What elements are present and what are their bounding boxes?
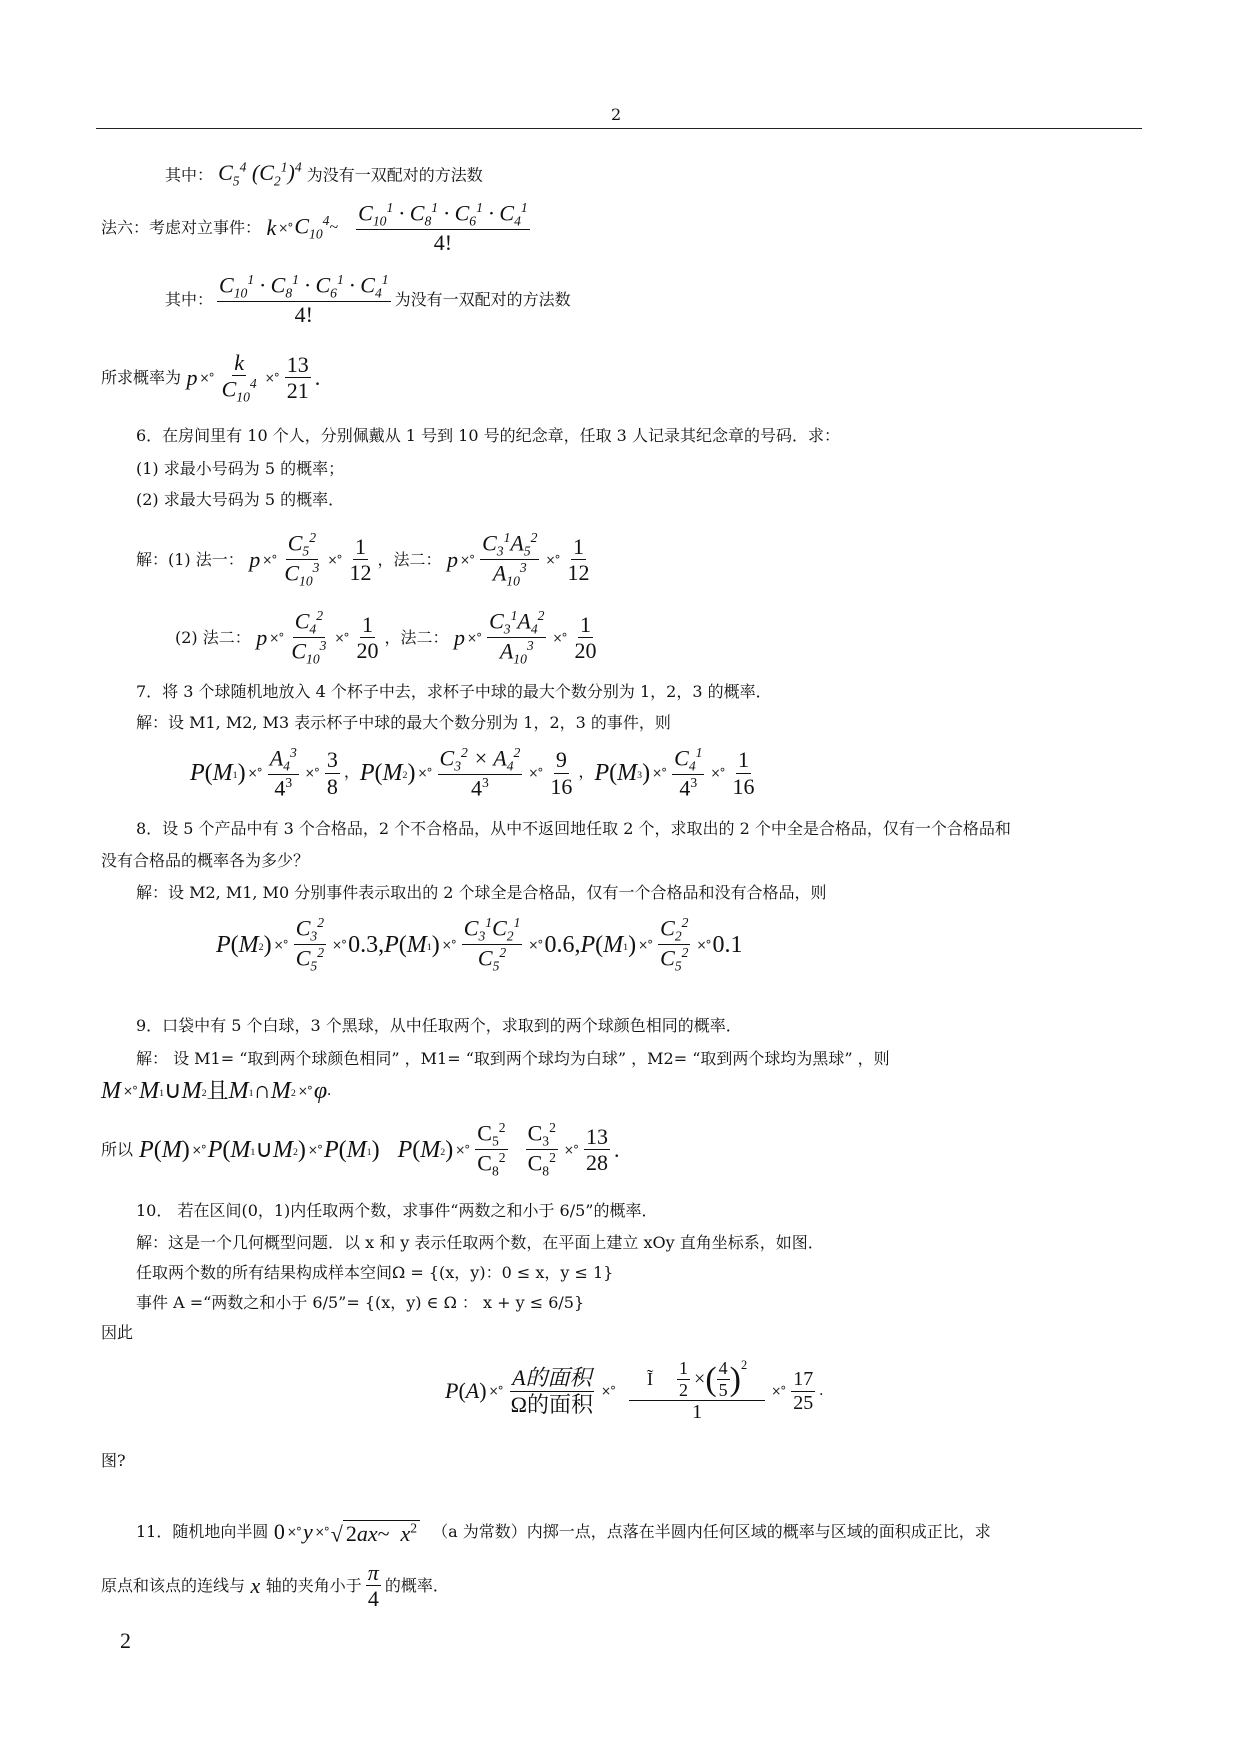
problem-7-answer-intro: 解：设 M1, M2, M3 表示杯子中球的最大个数分别为 1，2，3 的事件，则 bbox=[136, 713, 671, 732]
problem-10-figure-placeholder: 图? bbox=[101, 1451, 126, 1470]
problem-10-answer-line-3: 事件 A =“两数之和小于 6/5”= {(x，y) ∈ Ω ： x + y ≤ 6/5} bbox=[136, 1293, 585, 1312]
problem-6-question: 6．在房间里有 10 个人，分别佩戴从 1 号到 10 号的纪念章，任取 3 人记录其纪念章的号码．求： bbox=[136, 426, 840, 445]
footer-page-number: 2 bbox=[120, 1628, 131, 1653]
problem-11-line-2: 原点和该点的连线与 x 轴的夹角小于 $\frac{\pi}{4}$ 的概率． bbox=[101, 1560, 449, 1612]
problem-10-answer-line-1: 解：这是一个几何概型问题．以 x 和 y 表示任取两个数，在平面上建立 xOy 直角坐标系，如图． bbox=[136, 1233, 824, 1252]
problem-7-formula: P ( M $_1$ ) ×° $\frac{A_4^3}{4^3}$ ×° $\frac{3}{8}$ ， P ( M $_2$ ) ×° $\frac{C_3^2 \times A_4^2}{4^3}$ ×° $\frac{9}{16}$ ， P ( M $_3$ ) ×° $\frac{C_4^1}{4^3}$ ×° $\frac{1}{16}$ bbox=[190, 745, 755, 801]
fraction-c-product-2: $\frac{C_{10}^1 \cdot C_8^1 \cdot C_6^1 \cdot C_4^1}{4!}$ bbox=[219, 272, 389, 328]
sqrt-expression: √ 2ax~ $x^2$ bbox=[331, 1518, 420, 1545]
line-1: 其中： $C_5^4$ $(C_2^1)^4$ 为没有一双配对的方法数 bbox=[165, 160, 483, 189]
line-4: 所求概率为 p ×° $\frac{k}{C_{10}^4}$ ×° $\frac{13}{21}$ . bbox=[101, 350, 321, 406]
problem-7-question: 7．将 3 个球随机地放入 4 个杯子中去，求杯子中球的最大个数分别为 1，2，3 的概率． bbox=[136, 682, 772, 701]
problem-6-answer-2: (2) 法二： p ×° $\frac{C_4^2}{C_{10}^3}$ ×° $\frac{1}{20}$ ，法二： p ×° $\frac{C_3^1A_4^2}{A_{10}^3}$ ×° $\frac{1}{20}$ bbox=[175, 608, 597, 668]
problem-8-question-line-1: 8．设 5 个产品中有 3 个合格品，2 个不合格品，从中不返回地任取 2 个，求取出的 2 个中全是合格品，仅有一个合格品和 bbox=[136, 819, 1011, 838]
problem-6-answer-1: 解：(1) 法一： p ×° $\frac{C_5^2}{C_{10}^3}$ ×° $\frac{1}{12}$ ，法二： p ×° $\frac{C_3^1A_5^2}{A_{10}^3}$ ×° $\frac{1}{12}$ bbox=[136, 530, 590, 590]
problem-10-therefore: 因此 bbox=[101, 1323, 134, 1342]
problem-8-question-line-2: 没有合格品的概率各为多少？ bbox=[101, 851, 310, 870]
problem-9-question: 9．口袋中有 5 个白球，3 个黑球，从中任取两个，求取到的两个球颜色相同的概率． bbox=[136, 1016, 742, 1035]
header-rule bbox=[96, 128, 1142, 129]
problem-10-answer-line-2: 任取两个数的所有结果构成样本空间Ω = {(x，y)：0 ≤ x，y ≤ 1} bbox=[136, 1263, 614, 1282]
problem-8-formula: P ( M $_2$ ) ×° $\frac{C_3^2}{C_5^2}$ ×° 0.3 , P ( M $_1$ ) ×° $\frac{C_3^1C_2^1}{C_5^2}$ ×° 0.6 , P ( M $_1$ ) ×° $\frac{C_2^2}{C_5^2}$ ×° 0.1 bbox=[216, 915, 743, 975]
broken-glyph: ×° bbox=[278, 220, 293, 235]
line-3: 其中： $\frac{C_{10}^1 \cdot C_8^1 \cdot C_6^1 \cdot C_4^1}{4!}$ 为没有一双配对的方法数 bbox=[165, 272, 571, 328]
problem-6-part-1: (1) 求最小号码为 5 的概率； bbox=[136, 459, 345, 478]
problem-6-part-2: (2) 求最大号码为 5 的概率． bbox=[136, 490, 345, 509]
header-page-number: 2 bbox=[611, 105, 622, 124]
problem-10-formula: P ( A ) ×° $\frac{\text{A的面积}}{\text{Ω的面积}}$ ×° Ĩ $\frac{1}{2}$ × ( $\frac{4}{5}$ ) $^2$ 1 ×° $\frac{17}{25}$ . bbox=[445, 1358, 824, 1424]
problem-9-answer-intro: 解： 设 M1= “取到两个球颜色相同” ，M1= “取到两个球均为白球” ，M2= “取到两个球均为黑球” ，则 bbox=[136, 1049, 890, 1068]
line-2: 法六：考虑对立事件： k ×° $C_{10}^4$ ~ $\frac{C_{10}^1 \cdot C_8^1 \cdot C_6^1 \cdot C_4^1}{4!}$ bbox=[101, 200, 528, 256]
fraction-c-product: $\frac{C_{10}^1 \cdot C_8^1 \cdot C_6^1 \cdot C_4^1}{4!}$ bbox=[358, 200, 528, 256]
problem-11-line-1: 11．随机地向半圆 0 ×° y ×° √ 2ax~ $x^2$ （a 为常数）内掷一点，点落在半圆内任何区域的概率与区域的面积成正比，求 bbox=[136, 1518, 991, 1547]
problem-8-answer-intro: 解：设 M2, M1, M0 分别事件表示取出的 2 个球全是合格品，仅有一个合格品和没有合格品，则 bbox=[136, 883, 827, 902]
problem-10-question: 10． 若在区间(0，1)内任取两个数，求事件“两数之和小于 6/5”的概率． bbox=[136, 1201, 658, 1220]
problem-9-result-line: 所以 P ( M ) ×° P ( M $_1$ ∪ M $_2$ ) ×° P ( M $_1$ ) P ( M $_2$ ) ×° $\frac{C_5^2}{C_8^2}$ $\frac{C_3^2}{C_8^2}$ ×° $\frac{13}{28}$ . bbox=[101, 1120, 620, 1180]
problem-9-event-line: M ×° M $_1$ ∪ M $_2$ 且 M $_1$ ∩ M $_2$ ×° φ . bbox=[101, 1078, 332, 1105]
formula-c54-c21: $C_5^4$ $(C_2^1)^4$ bbox=[218, 160, 302, 189]
